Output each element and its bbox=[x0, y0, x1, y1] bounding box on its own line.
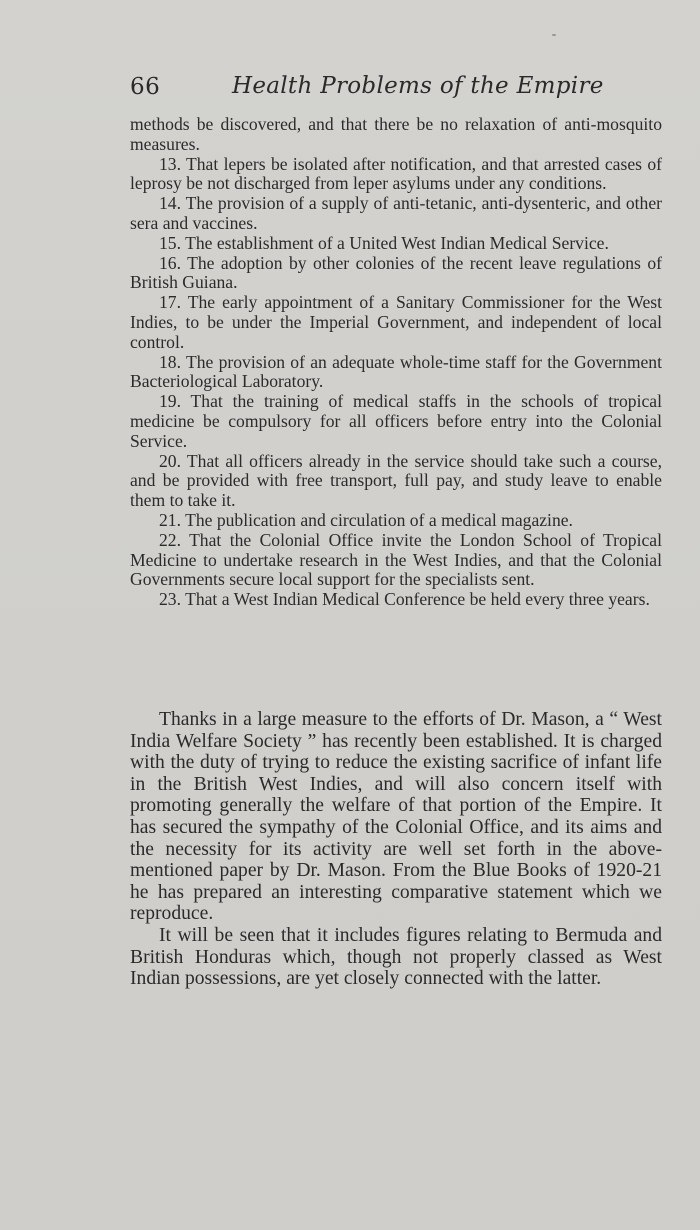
body-text bbox=[130, 709, 662, 990]
list-item: 17. The early appointment of a Sanitary Commissioner for the West Indies, to be under the Imperial Government, and independent of local control. bbox=[130, 292, 662, 352]
running-title: Health Problems of the Empire bbox=[232, 73, 604, 99]
list-continuation: methods be discovered, and that there be no relaxation of anti-mosquito measures. bbox=[130, 114, 662, 154]
body-paragraph: It will be seen that it includes figures relating to Bermuda and British Honduras which, though not properly classed as West Indian possessions, are yet closely connected with the latter. bbox=[130, 924, 662, 990]
page-header bbox=[130, 70, 670, 110]
list-item: 14. The provision of a supply of anti-tetanic, anti-dysenteric, and other sera and vaccines. bbox=[130, 193, 662, 233]
list-item: 23. That a West Indian Medical Conference be held every three years. bbox=[159, 589, 650, 610]
list-item: 21. The publication and circulation of a medical magazine. bbox=[159, 509, 573, 530]
list-item: 22. That the Colonial Office invite the London School of Tropical Medicine to undertake research in the West Indies, and that the Colonial Governments secure local support for the specialists sent. bbox=[130, 529, 662, 590]
list-item: 15. The establishment of a United West Indian Medical Service. bbox=[159, 232, 609, 253]
body-paragraph: Thanks in a large measure to the efforts of Dr. Mason, a “ West India Welfare Society ” has recently been established. It is charged with the duty of trying to reduce the existing sacrifice of infant life in the British West Indies, and will also concern itself with promoting generally the welfare of that portion of the Empire. It has secured the sympathy of the Colonial Office, and its aims and the necessity for its activity are well set forth in the above-mentioned paper by Dr. Mason. From the Blue Books of 1920-21 he has prepared an interesting comparative statement which we reproduce. bbox=[130, 709, 662, 925]
recommendations-list bbox=[130, 115, 662, 610]
page-number: 66 bbox=[130, 74, 161, 100]
list-item: 16. The adoption by other colonies of the recent leave regulations of British Guiana. bbox=[130, 252, 662, 293]
list-item: 20. That all officers already in the service should take such a course, and be provided with free transport, full pay, and study leave to enable them to take it. bbox=[130, 450, 662, 511]
list-item: 13. That lepers be isolated after notification, and that arrested cases of leprosy be not discharged from leper asylums under any conditions. bbox=[130, 153, 662, 194]
paper-speck bbox=[552, 34, 556, 36]
list-item: 18. The provision of an adequate whole-time staff for the Government Bacteriological Laboratory. bbox=[130, 351, 662, 392]
list-item: 19. That the training of medical staffs in the schools of tropical medicine be compulsory for all officers before entry into the Colonial Service. bbox=[130, 391, 662, 451]
